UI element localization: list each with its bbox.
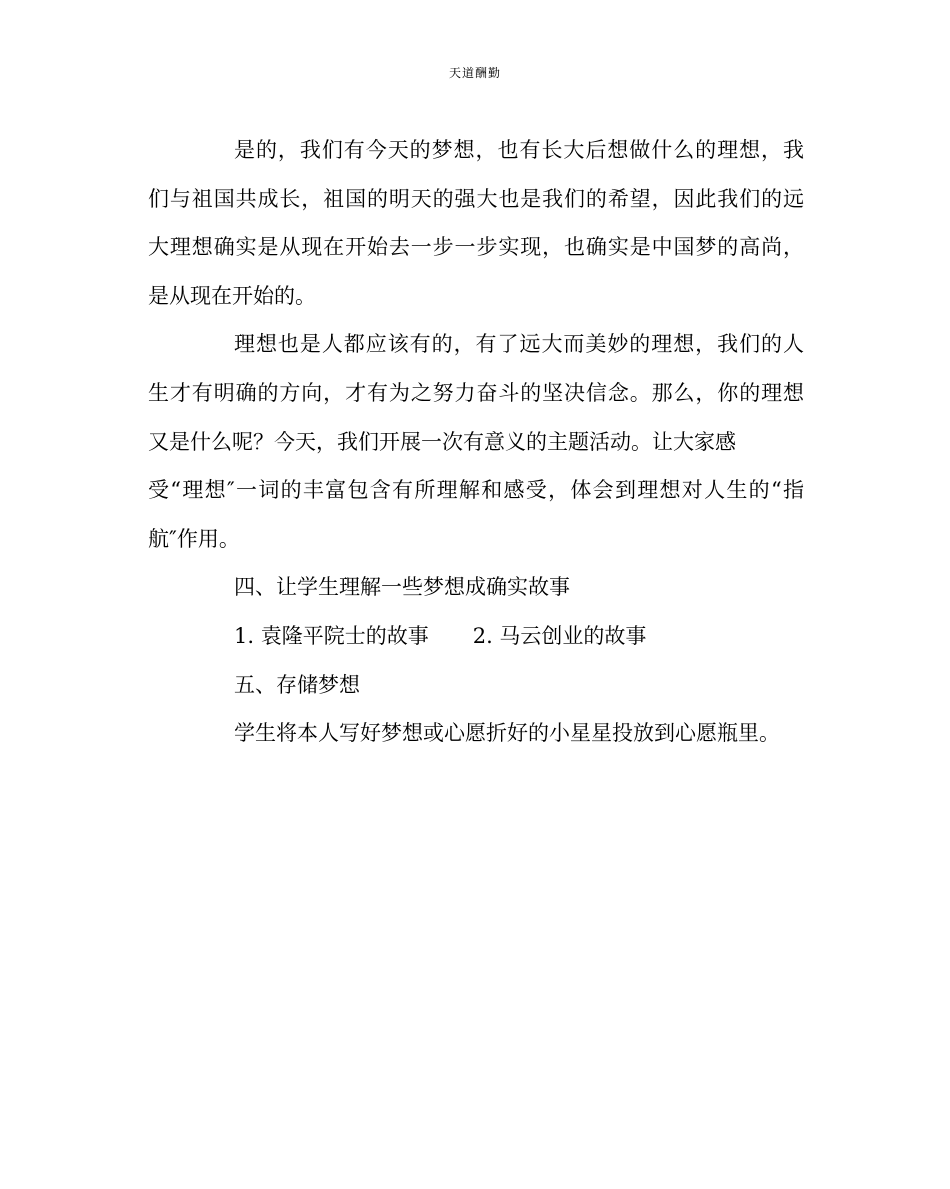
paragraph-wish-bottle: 学生将本人写好梦想或心愿折好的小星星投放到心愿瓶里。 [234, 721, 780, 746]
paragraph-line: 们与祖国共成长，祖国的明天的强大也是我们的希望，因此我们的远 [148, 186, 804, 211]
section-heading-stories: 四、让学生理解一些梦想成确实故事 [234, 575, 570, 600]
paragraph-line: 是的，我们有今天的梦想，也有长大后想做什么的理想，我 [234, 138, 804, 162]
paragraph-line: 又是什么呢？今天，我们开展一次有意义的主题活动。让大家感 [148, 429, 736, 454]
paragraph-line: 大理想确实是从现在开始去一步一步实现，也确实是中国梦的高尚， [148, 235, 804, 260]
story-item-yuan-longping: 1. 袁隆平院士的故事 [234, 623, 429, 648]
page-header: 天道酬勤 [448, 66, 501, 80]
paragraph-ideal [148, 320, 804, 563]
paragraph-line: 受“理想″一词的丰富包含有所理解和感受，体会到理想对人生的“指 [148, 478, 804, 503]
paragraph-line: 理想也是人都应该有的，有了远大而美妙的理想，我们的人 [234, 332, 804, 357]
paragraph-dream [148, 126, 804, 320]
paragraph-line: 是从现在开始的。 [148, 283, 316, 308]
story-item-ma-yun: 2. 马云创业的故事 [472, 623, 647, 648]
section-heading-store-dreams: 五、存储梦想 [234, 672, 360, 697]
document-body [148, 126, 804, 758]
paragraph-line: 航″作用。 [148, 526, 240, 551]
story-list [148, 612, 804, 661]
paragraph-line: 生才有明确的方向，才有为之努力奋斗的坚决信念。那么，你的理想 [148, 380, 804, 405]
